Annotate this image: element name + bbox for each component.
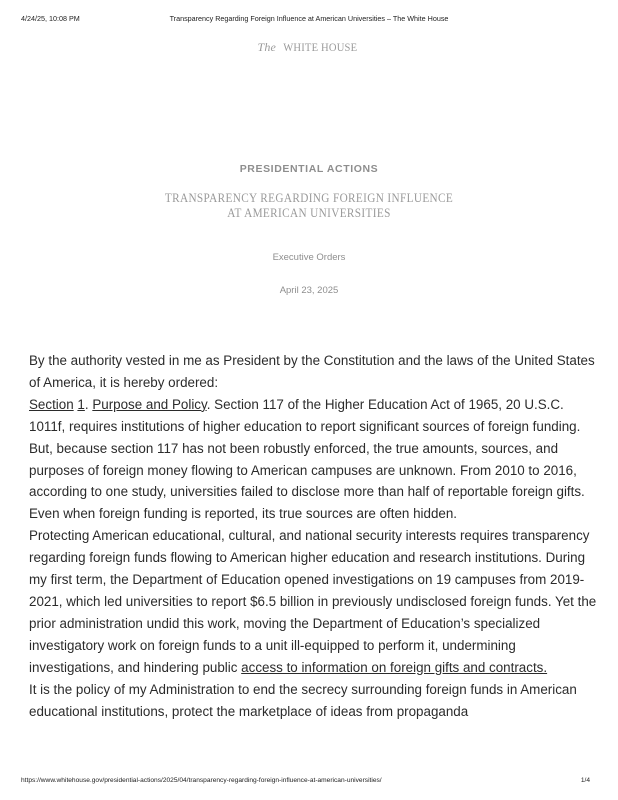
print-page-number: 1/4: [580, 777, 590, 784]
logo-the: The: [257, 40, 277, 54]
paragraph-2-text: Protecting American educational, cultural, and national security interests requires transparency regarding foreign funds flowing to American higher education and research institutions. During my first term, the Department of Education opened investigations on 19 campuses from 2019-2021, which led universities to report $6.5 billion in previously undisclosed foreign funds. Yet the prior administration undid this work, moving the Department of Education’s specialized investigatory work on foreign funds to a unit ill-equipped to perform it, undermining investigations, and hindering public: [29, 528, 597, 675]
foreign-gifts-link[interactable]: access to information on foreign gifts and contracts.: [241, 659, 548, 675]
document-type[interactable]: Executive Orders: [272, 252, 346, 263]
paragraph-2: [29, 525, 599, 678]
section-separator: .: [84, 396, 93, 412]
publish-date: April 23, 2025: [279, 285, 339, 296]
white-house-logo[interactable]: [0, 40, 618, 55]
page-title-line-2: AT AMERICAN UNIVERSITIES: [227, 206, 391, 220]
logo-name: WHITE HOUSE: [283, 42, 358, 54]
section-number-link[interactable]: 1: [77, 396, 85, 412]
section-link[interactable]: Section: [29, 396, 74, 412]
print-datetime: 4/24/25, 10:08 PM: [21, 14, 80, 23]
intro-paragraph: By the authority vested in me as President by the Constitution and the laws of the United States of America, it is hereby ordered:: [29, 353, 595, 390]
section-1-text: . Section 117 of the Higher Education Act of 1965, 20 U.S.C. 1011f, requires institutions of higher education to report significant sources of foreign funding. But, because section 117 has not been robustly enforced, the true amounts, sources, and purposes of foreign money flowing to American campuses are unknown. From 2010 to 2016, according to one study, universities failed to disclose more than half of reportable foreign gifts. Even when foreign funding is reported, its true sources are often hidden.: [29, 396, 585, 522]
article-body: [29, 350, 599, 722]
article-category[interactable]: PRESIDENTIAL ACTIONS: [239, 163, 379, 175]
print-url: https://www.whitehouse.gov/presidential-actions/2025/04/transparency-regarding-foreign-influence-at-american-universities/: [21, 777, 382, 784]
print-page-title: Transparency Regarding Foreign Influence at American Universities – The White House: [169, 14, 449, 23]
page-title: [0, 191, 618, 221]
page-title-line-1: TRANSPARENCY REGARDING FOREIGN INFLUENCE: [164, 191, 454, 205]
section-1-paragraph: [29, 394, 599, 525]
purpose-and-policy-link[interactable]: Purpose and Policy: [92, 396, 207, 412]
paragraph-3: It is the policy of my Administration to end the secrecy surrounding foreign funds in American educational institutions, protect the marketplace of ideas from propaganda: [29, 681, 577, 719]
